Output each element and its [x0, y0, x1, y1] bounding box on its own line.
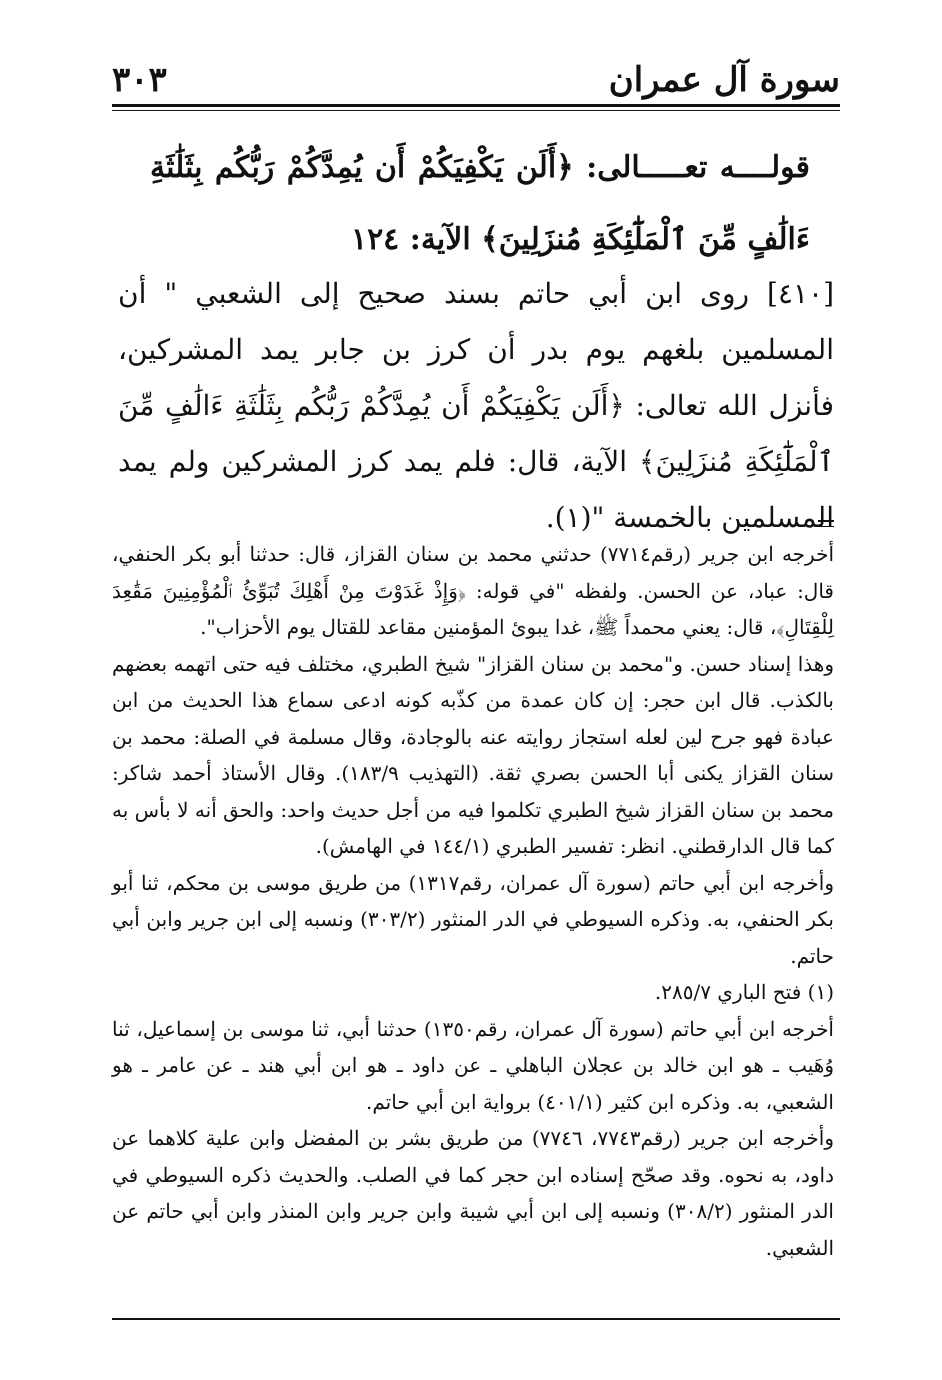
footnote-paragraph: وأخرجه ابن جرير (رقم٧٧٤٣، ٧٧٤٦) من طريق بشر بن المفضل وابن علية كلاهما عن داود، به نحوه. وقد صحّح إسناده ابن حجر كما في الصلب. والحديث ذكره السيوطي في الدر المنثور (٣٠٨/٢) ونسبه إلى ابن أبي شيبة وابن جرير وابن المنذر وابن أبي حاتم عن الشعبي. [112, 1126, 835, 1260]
footnote-paragraph: وأخرجه ابن أبي حاتم (سورة آل عمران، رقم١٣١٧) من طريق موسى بن محكم، ثنا أبو بكر الحنفي، به. وذكره السيوطي في الدر المنثور (٣٠٣/٢) ونسبه إلى ابن جرير وابن أبي حاتم. [112, 870, 834, 968]
footnote-paragraph: أخرجه ابن جرير (رقم٧٧١٤) حدثني محمد بن سنان القزاز، قال: حدثنا أبو بكر الحنفي، قال: عباد، عن الحسن. ولفظه "في قوله: ﴿وَإِذْ غَدَوْتَ مِنْ أَهْلِكَ تُبَوِّئُ ٱلْمُؤْمِنِينَ مَقَٰعِدَ لِلْقِتَالِ﴾، قال: يعني محمداً ﷺ، غدا يبوئ المؤمنين مقاعد للقتال يوم الأحزاب". [112, 542, 834, 639]
footnote-separator [818, 520, 834, 522]
footnotes [112, 536, 834, 1266]
verse-heading: قولــــه تعـــــالى: ﴿أَلَن يَكْفِيَكُمْ أَن يُمِدَّكُمْ رَبُّكُم بِثَلَٰثَةِ ءَالَٰفٍ مِّنَ ٱلْمَلَٰٓئِكَةِ مُنزَلِينَ﴾ الآية: ١٢٤ [150, 150, 810, 257]
footer-rule [112, 1318, 840, 1320]
footnote-reference: (١) فتح الباري ٢٨٥/٧. [654, 980, 834, 1004]
page-number: ٣٠٣ [112, 60, 167, 100]
footnote-paragraph: أخرجه ابن أبي حاتم (سورة آل عمران، رقم١٣٥٠) حدثنا أبي، ثنا موسى بن إسماعيل، ثنا وُهَيب ـ هو ابن خالد بن عجلان الباهلي ـ عن داود ـ هو ابن أبي هند ـ عن عامر ـ هو الشعبي، به. وذكره ابن كثير (٤٠١/١) برواية ابن أبي حاتم. [112, 1016, 834, 1114]
surah-title: سورة آل عمران [608, 60, 840, 100]
narration-410: [٤١٠] روى ابن أبي حاتم بسند صحيح إلى الشعبي " أن المسلمين بلغهم يوم بدر أن كرز بن جابر يمد المشركين، فأنزل الله تعالى: ﴿أَلَن يَكْفِيَكُمْ أَن يُمِدَّكُمْ رَبُّكُم بِثَلَٰثَةِ ءَالَٰفٍ مِّنَ ٱلْمَلَٰٓئِكَةِ مُنزَلِينَ﴾ الآية، قال: فلم يمد كرز المشركين ولم يمد المسلمين بالخمسة "(١). [118, 277, 834, 534]
footnote-separator-thin [818, 526, 834, 527]
header-rule [112, 104, 840, 107]
footnote-paragraph: وهذا إسناد حسن. و"محمد بن سنان القزاز" شيخ الطبري، مختلف فيه حتى اتهمه بعضهم بالكذب. قال ابن حجر: إن كان عمدة من كذّبه كونه ادعى سماع هذا الحديث من ابن عبادة فهو جرح لين لعله استجاز روايته عنه بالوجادة، وقال مسلمة في الصلة: محمد بن سنان القزاز يكنى أبا الحسن بصري ثقة. (التهذيب ١٨٣/٩). وقال الأستاذ أحمد شاكر: محمد بن سنان القزاز شيخ الطبري تكلموا فيه من أجل حديث واحد: والحق أنه لا بأس به كما قال الدارقطني. انظر: تفسير الطبري (١٤٤/١ في الهامش). [112, 651, 834, 858]
page-header [112, 56, 840, 104]
